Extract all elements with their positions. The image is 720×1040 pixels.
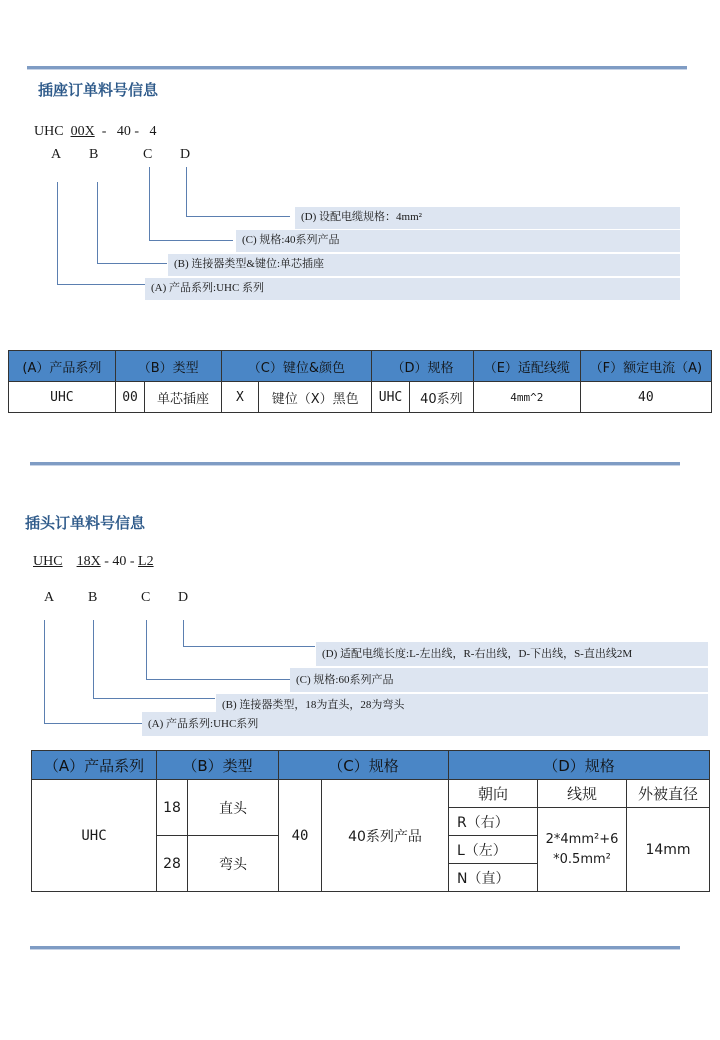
- plug-spec-table: [31, 750, 710, 892]
- col-current: （F）额定电流（A): [580, 351, 711, 382]
- leader-d-h: [186, 216, 290, 217]
- leader-c: [149, 167, 150, 241]
- leader-d-h: [183, 646, 315, 647]
- cell-type-name: 弯头: [188, 836, 279, 892]
- cell-cable: 4mm^2: [473, 382, 580, 413]
- callout-b: (B) 连接器类型，18为直头，28为弯头: [216, 694, 708, 714]
- letter-a: A: [44, 590, 55, 605]
- callout-a: (A) 产品系列:UHC 系列: [145, 278, 680, 300]
- leader-b: [93, 620, 94, 699]
- gauge-line-2: *0.5mm²: [553, 851, 611, 867]
- leader-d: [186, 167, 187, 217]
- subhead-direction: 朝向: [449, 780, 538, 808]
- middle-divider: [30, 462, 680, 466]
- col-spec-d: （D）规格: [449, 751, 710, 780]
- letter-c: C: [141, 590, 151, 605]
- cell-type-name: 单芯插座: [145, 382, 221, 413]
- col-key-color: （C）键位&颜色: [221, 351, 372, 382]
- code-type: 00X: [70, 124, 95, 139]
- callout-c: (C) 规格:60系列产品: [290, 668, 708, 692]
- socket-section-title: 插座订单料号信息: [38, 81, 159, 99]
- plug-part-code: [33, 554, 154, 570]
- col-cable: （E）适配线缆: [473, 351, 580, 382]
- code-cable: 4: [149, 124, 157, 139]
- cell-series: UHC: [9, 382, 116, 413]
- col-spec: （D）规格: [372, 351, 474, 382]
- code-spec: - 40 -: [104, 554, 135, 569]
- callout-b: (B) 连接器类型&键位:单芯插座: [168, 254, 680, 276]
- code-dash: -: [101, 124, 107, 139]
- leader-d: [183, 620, 184, 647]
- leader-b-h: [93, 698, 215, 699]
- bottom-divider: [30, 946, 680, 950]
- col-series: （A）产品系列: [32, 751, 157, 780]
- table-row: [9, 382, 712, 413]
- cell-key-name: 键位（X）黑色: [259, 382, 372, 413]
- code-spec: 40: [116, 124, 131, 139]
- callout-d: (D) 适配电缆长度:L-左出线，R-右出线，D-下出线，S-直出线2M: [316, 642, 708, 666]
- cell-type-name: 直头: [188, 780, 279, 836]
- letter-b: B: [89, 147, 99, 162]
- code-series: UHC: [33, 554, 63, 569]
- cell-type-code: 00: [115, 382, 145, 413]
- leader-a: [57, 182, 58, 285]
- leader-c-h: [149, 240, 233, 241]
- leader-a-h: [57, 284, 145, 285]
- col-type: （B）类型: [115, 351, 221, 382]
- code-dash: -: [134, 124, 140, 139]
- letter-d: D: [180, 147, 191, 162]
- letter-d: D: [178, 590, 189, 605]
- cell-spec-name: 40系列: [409, 382, 473, 413]
- letter-b: B: [88, 590, 98, 605]
- callout-c: (C) 规格:40系列产品: [236, 230, 680, 252]
- col-spec: （C）规格: [279, 751, 449, 780]
- cell-current: 40: [580, 382, 711, 413]
- cell-spec-code: 40: [279, 780, 322, 892]
- callout-a: (A) 产品系列:UHC系列: [142, 712, 708, 736]
- top-divider: [27, 66, 687, 70]
- cell-direction: R（右）: [449, 808, 538, 836]
- plug-section-title: 插头订单料号信息: [25, 514, 146, 532]
- gauge-line-1: 2*4mm²+6: [545, 831, 619, 847]
- col-series: (A）产品系列: [9, 351, 116, 382]
- cell-diameter: 14mm: [627, 808, 710, 892]
- cell-series: UHC: [32, 780, 157, 892]
- cell-direction: L（左）: [449, 836, 538, 864]
- code-series: UHC: [34, 124, 64, 139]
- cell-spec-name: 40系列产品: [322, 780, 449, 892]
- socket-part-code: [34, 124, 157, 140]
- cell-gauge: [538, 808, 627, 892]
- letter-a: A: [51, 147, 62, 162]
- leader-b: [97, 182, 98, 264]
- leader-c: [146, 620, 147, 680]
- callout-d: (D) 设配电缆规格：4mm²: [295, 207, 680, 229]
- cell-direction: N（直）: [449, 864, 538, 892]
- subhead-diameter: 外被直径: [627, 780, 710, 808]
- leader-c-h: [146, 679, 290, 680]
- cell-type-code: 18: [157, 780, 188, 836]
- code-length: L2: [138, 554, 154, 569]
- socket-spec-table: [8, 350, 712, 413]
- cell-key-code: X: [221, 382, 259, 413]
- cell-spec-series: UHC: [372, 382, 410, 413]
- leader-a: [44, 620, 45, 724]
- leader-a-h: [44, 723, 142, 724]
- code-type: 18X: [76, 554, 101, 569]
- leader-b-h: [97, 263, 167, 264]
- subhead-gauge: 线规: [538, 780, 627, 808]
- cell-type-code: 28: [157, 836, 188, 892]
- letter-c: C: [143, 147, 153, 162]
- col-type: （B）类型: [157, 751, 279, 780]
